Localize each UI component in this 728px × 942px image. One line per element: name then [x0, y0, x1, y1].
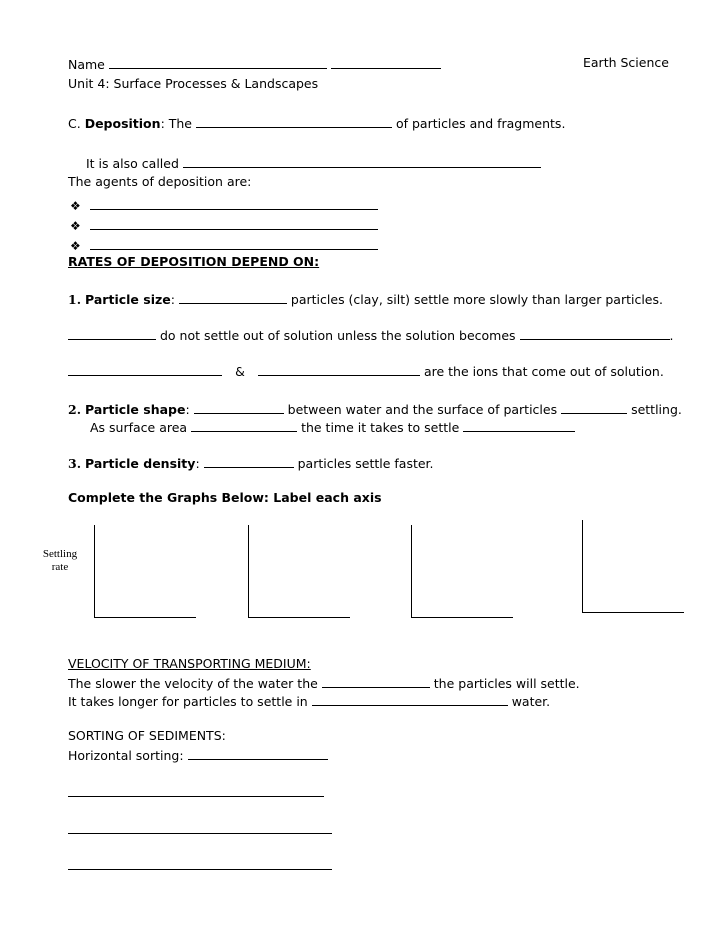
rates-heading: RATES OF DEPOSITION DEPEND ON:: [68, 254, 320, 269]
velocity-line-1: The slower the velocity of the water the the particles will settle.: [68, 676, 580, 691]
solution-blank-2[interactable]: [520, 326, 670, 340]
particle-density-term: Particle density: [85, 456, 196, 471]
solution-line: do not settle out of solution unless the solution becomes .: [68, 326, 674, 344]
unit-title: Unit 4: Surface Processes & Landscapes: [68, 76, 319, 91]
particle-size-blank[interactable]: [179, 290, 287, 304]
sorting-heading: SORTING OF SEDIMENTS:: [68, 728, 226, 743]
particle-density-blank[interactable]: [204, 454, 294, 468]
graphs-instruction: Complete the Graphs Below: Label each axis: [68, 490, 382, 505]
agent-item: [70, 216, 378, 234]
surface-area-blank-1[interactable]: [191, 418, 297, 432]
answer-line-1[interactable]: [68, 796, 324, 797]
agent-item: [70, 236, 378, 254]
diamond-bullet-icon: ❖: [70, 199, 81, 213]
diamond-bullet-icon: ❖: [70, 239, 81, 253]
particle-shape-line: 2. Particle shape: between water and the surface of particles settling.: [68, 402, 682, 417]
deposition-term: Deposition: [84, 116, 161, 131]
answer-line-2[interactable]: [68, 833, 332, 834]
ions-blank-1[interactable]: [68, 362, 222, 376]
surface-area-blank-2[interactable]: [463, 418, 575, 432]
name-line: [68, 55, 441, 73]
graph-2-x-axis: [248, 617, 350, 618]
graph-2-y-axis: [248, 525, 249, 618]
velocity-heading: VELOCITY OF TRANSPORTING MEDIUM:: [68, 656, 311, 671]
name-blank[interactable]: [109, 55, 327, 69]
particle-density-line: 3. Particle density: particles settle faster.: [68, 456, 434, 471]
name-blank-2[interactable]: [331, 55, 441, 69]
graph-3-y-axis: [411, 525, 412, 618]
velocity-blank-2[interactable]: [312, 692, 508, 706]
velocity-line-2: It takes longer for particles to settle in water.: [68, 694, 551, 709]
graph-1-x-axis: [94, 617, 196, 618]
horizontal-sorting-blank[interactable]: [188, 746, 328, 760]
subject-title: Earth Science: [583, 55, 669, 70]
agent-blank-1[interactable]: [90, 196, 378, 210]
ions-blank-2[interactable]: [258, 362, 420, 376]
horizontal-sorting-line: Horizontal sorting:: [68, 746, 328, 764]
surface-area-line: As surface area the time it takes to settle: [90, 418, 575, 436]
particle-size-line: 1. Particle size: particles (clay, silt) settle more slowly than larger particles.: [68, 292, 663, 307]
particle-shape-blank-1[interactable]: [194, 400, 284, 414]
ions-line: & are the ions that come out of solution.: [68, 362, 664, 380]
deposition-definition: C. Deposition: The of particles and fragments.: [68, 116, 566, 131]
also-called-blank[interactable]: [183, 154, 541, 168]
agents-label: The agents of deposition are:: [68, 174, 252, 189]
also-called-line: It is also called: [86, 154, 541, 172]
name-label: Name: [68, 57, 105, 72]
graph-4-x-axis: [582, 612, 684, 613]
answer-line-3[interactable]: [68, 869, 332, 870]
graph-4-y-axis: [582, 520, 583, 613]
particle-size-term: Particle size: [85, 292, 171, 307]
graph-1-y-axis: [94, 525, 95, 618]
velocity-blank-1[interactable]: [322, 674, 430, 688]
agent-blank-2[interactable]: [90, 216, 378, 230]
graph-3-x-axis: [411, 617, 513, 618]
deposition-blank[interactable]: [196, 114, 392, 128]
agent-blank-3[interactable]: [90, 236, 378, 250]
y-axis-label: Settling rate: [42, 548, 78, 573]
solution-blank-1[interactable]: [68, 326, 156, 340]
particle-shape-blank-2[interactable]: [561, 400, 627, 414]
agent-item: [70, 196, 378, 214]
particle-shape-term: Particle shape: [85, 402, 186, 417]
diamond-bullet-icon: ❖: [70, 219, 81, 233]
